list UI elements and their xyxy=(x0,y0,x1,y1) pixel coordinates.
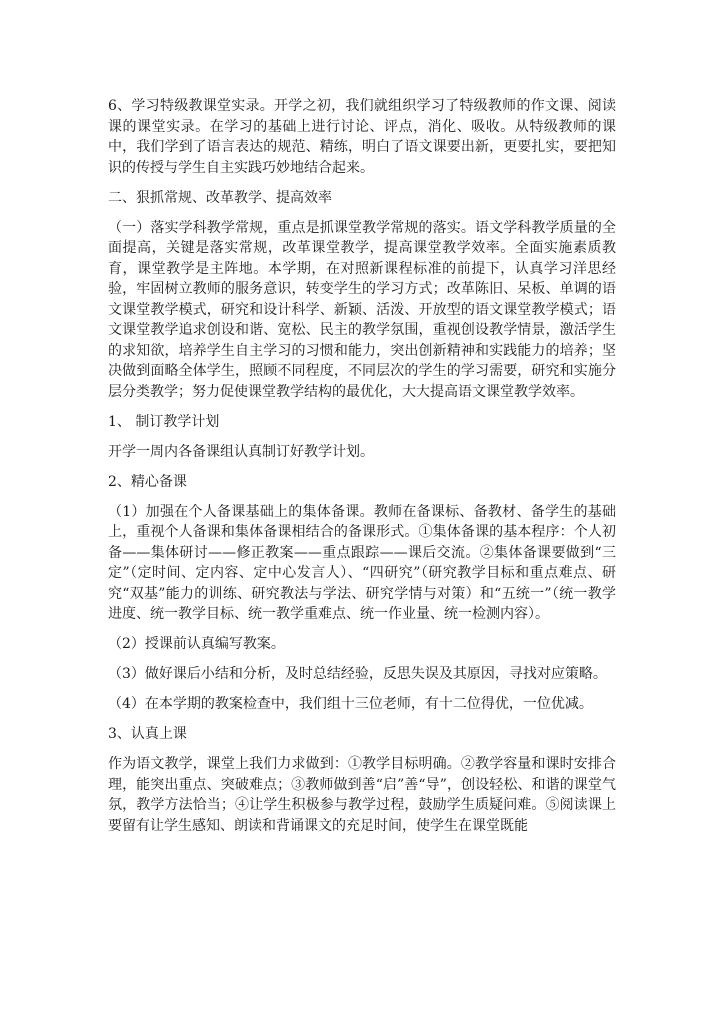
paragraph-classroom-goals: 作为语文教学，课堂上我们力求做到：①教学目标明确。②教学容量和课时安排合理，能突出重点、突破难点；③教师做到善“启”善“导”，创设轻松、和谐的课堂气氛，教学方法恰当；④让学生积极参与教学过程，鼓励学生质疑问难。⑤阅读课上要留有让学生感知、朗读和背诵课文的充足时间，使学生在课堂既能 xyxy=(108,756,616,834)
paragraph-collective-prep: （1）加强在个人备课基础上的集体备课。教师在备课标、备教材、备学生的基础上，重视个人备课和集体备课相结合的备课形式。①集体备课的基本程序：个人初备——集体研讨——修正教案——重点跟踪——课后交流。②集体备课要做到“三定”（定时间、定内容、定中心发言人）、“四研究”（研究教学目标和重点难点、研究“双基”能力的训练、研究教法与学法、研究学情与对策）和“五统一”（统一教学进度、统一教学目标、统一教学重难点、统一作业量、统一检测内容）。 xyxy=(108,503,616,622)
subheading-teaching-plan: 1、 制订教学计划 xyxy=(108,413,220,430)
subheading-classes: 3、认真上课 xyxy=(108,726,187,742)
section-heading-routine-reform: 二、狠抓常规、改革教学、提高效率 xyxy=(108,189,332,206)
subheading-lesson-prep: 2、精心备课 xyxy=(108,473,187,490)
document-page xyxy=(108,96,616,846)
paragraph-inspection: （4）在本学期的教案检查中，我们组十三位老师，有十二位得优，一位优减。 xyxy=(108,696,593,712)
paragraph-special-teacher-study: 6、学习特级教课堂实录。开学之初，我们就组织学习了特级教师的作文课、阅读课的课堂实录。在学习的基础上进行讨论、评点，消化、吸收。从特级教师的课中，我们学到了语言表达的规范、精练，明白了语文课要出新，更要扎实，要把知识的传授与学生自主实践巧妙地结合起来。 xyxy=(108,98,616,176)
paragraph-teaching-routine: （一）落实学科教学常规，重点是抓课堂教学常规的落实。语文学科教学质量的全面提高，关键是落实常规，改革课堂教学，提高课堂教学效率。全面实施素质教育，课堂教学是主阵地。本学期，在对照新课程标准的前提下，认真学习洋思经验，牢固树立教师的服务意识，转变学生的学习方式；改革陈旧、呆板、单调的语文课堂教学模式，研究和设计科学、新颖、活泼、开放型的语文课堂教学模式；语文课堂教学追求创设和谐、宽松、民主的教学氛围，重视创设教学情景，激活学生的求知欲，培养学生自主学习的习惯和能力，突出创新精神和实践能力的培养；坚决做到面略全体学生，照顾不同程度，不同层次的学生的学习需要，研究和实施分层分类教学；努力促使课堂教学结构的最优化，大大提高语文课堂教学效率。 xyxy=(108,219,616,400)
paragraph-teaching-plan: 开学一周内各备课组认真制订好教学计划。 xyxy=(108,443,374,460)
paragraph-reflection: （3）做好课后小结和分析，及时总结经验，反思失误及其原因，寻找对应策略。 xyxy=(108,666,607,682)
paragraph-lesson-plans: （2）授课前认真编写教案。 xyxy=(108,636,285,652)
